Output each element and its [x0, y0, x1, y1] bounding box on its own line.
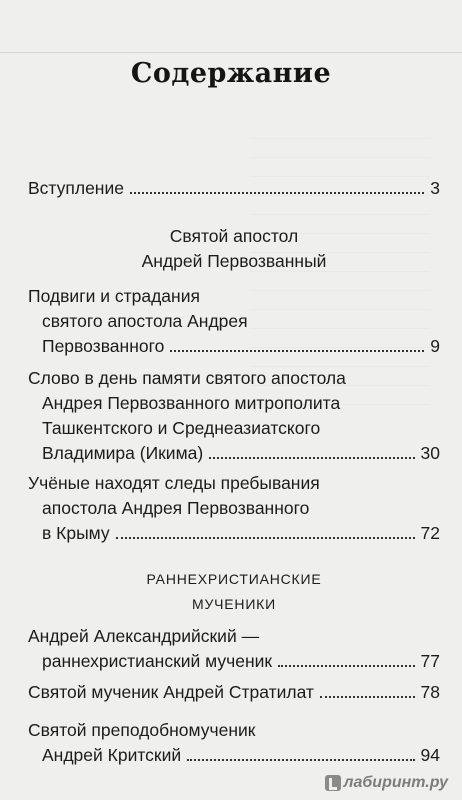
toc-entry-line: Учёные находят следы пребывания: [28, 473, 320, 493]
dot-leader: [116, 537, 415, 539]
watermark-text: лабиринт.ру: [343, 774, 448, 791]
toc-entry-line: Андрей Александрийский —: [28, 626, 260, 646]
toc-entry-crimea[interactable]: [28, 471, 440, 546]
dot-leader: [170, 350, 424, 352]
section-heading-line: РАННЕХРИСТИАНСКИЕ: [146, 571, 322, 587]
toc-page-number: 78: [420, 682, 440, 702]
toc-entry-line: Первозванного: [42, 336, 165, 356]
toc-page-number: 72: [420, 523, 440, 543]
toc-entry-cretan[interactable]: [28, 718, 440, 768]
toc-entry-stratelates[interactable]: [28, 680, 440, 705]
toc-entry-line: Святой преподобномученик: [28, 720, 256, 740]
dot-leader: [320, 696, 415, 698]
section-heading-line: МУЧЕНИКИ: [191, 596, 276, 612]
toc-entry-line: в Крыму: [42, 523, 110, 543]
section-heading-early-martyrs: [28, 567, 440, 617]
toc-entry-line: Андрея Первозванного митрополита: [42, 393, 341, 413]
toc-entry-line: Слово в день памяти святого апостола: [28, 368, 346, 388]
watermark: [325, 774, 448, 792]
dot-leader: [209, 457, 414, 459]
section-heading-line: Святой апостол: [169, 226, 299, 246]
toc-entry-alexandrian[interactable]: [28, 624, 440, 674]
toc-entry-line: Андрей Критский: [42, 745, 182, 765]
dot-leader: [187, 759, 414, 761]
dot-leader: [130, 192, 424, 194]
toc-page-number: 3: [430, 178, 440, 198]
toc-entry-line: Владимира (Икима): [42, 443, 204, 463]
toc-entry-introduction[interactable]: [28, 176, 440, 201]
section-heading-line: Андрей Первозванный: [141, 251, 327, 271]
section-heading-apostle-andrew: [28, 224, 440, 274]
toc-page-number: 30: [420, 443, 440, 463]
toc-entry-title: Святой мученик Андрей Стратилат: [28, 682, 314, 702]
toc-page-number: 9: [430, 336, 440, 356]
toc-entry-exploits[interactable]: [28, 284, 440, 359]
toc-entry-line: святого апостола Андрея: [42, 311, 248, 331]
dot-leader: [278, 665, 414, 667]
toc-entry-line: апостола Андрея Первозванного: [42, 498, 310, 518]
toc-page-number: 77: [420, 651, 440, 671]
toc-entry-line: Подвиги и страдания: [28, 286, 200, 306]
labirint-logo-icon: [325, 775, 341, 791]
toc-entry-line: Ташкентского и Среднеазиатского: [42, 418, 321, 438]
toc-entry-sermon[interactable]: [28, 366, 440, 466]
toc-entry-line: раннехристианский мученик: [42, 651, 273, 671]
page-header-rule: [0, 30, 462, 53]
toc-page-number: 94: [420, 745, 440, 765]
toc-entry-title: Вступление: [28, 178, 124, 198]
contents-heading: Содержание: [130, 58, 332, 89]
